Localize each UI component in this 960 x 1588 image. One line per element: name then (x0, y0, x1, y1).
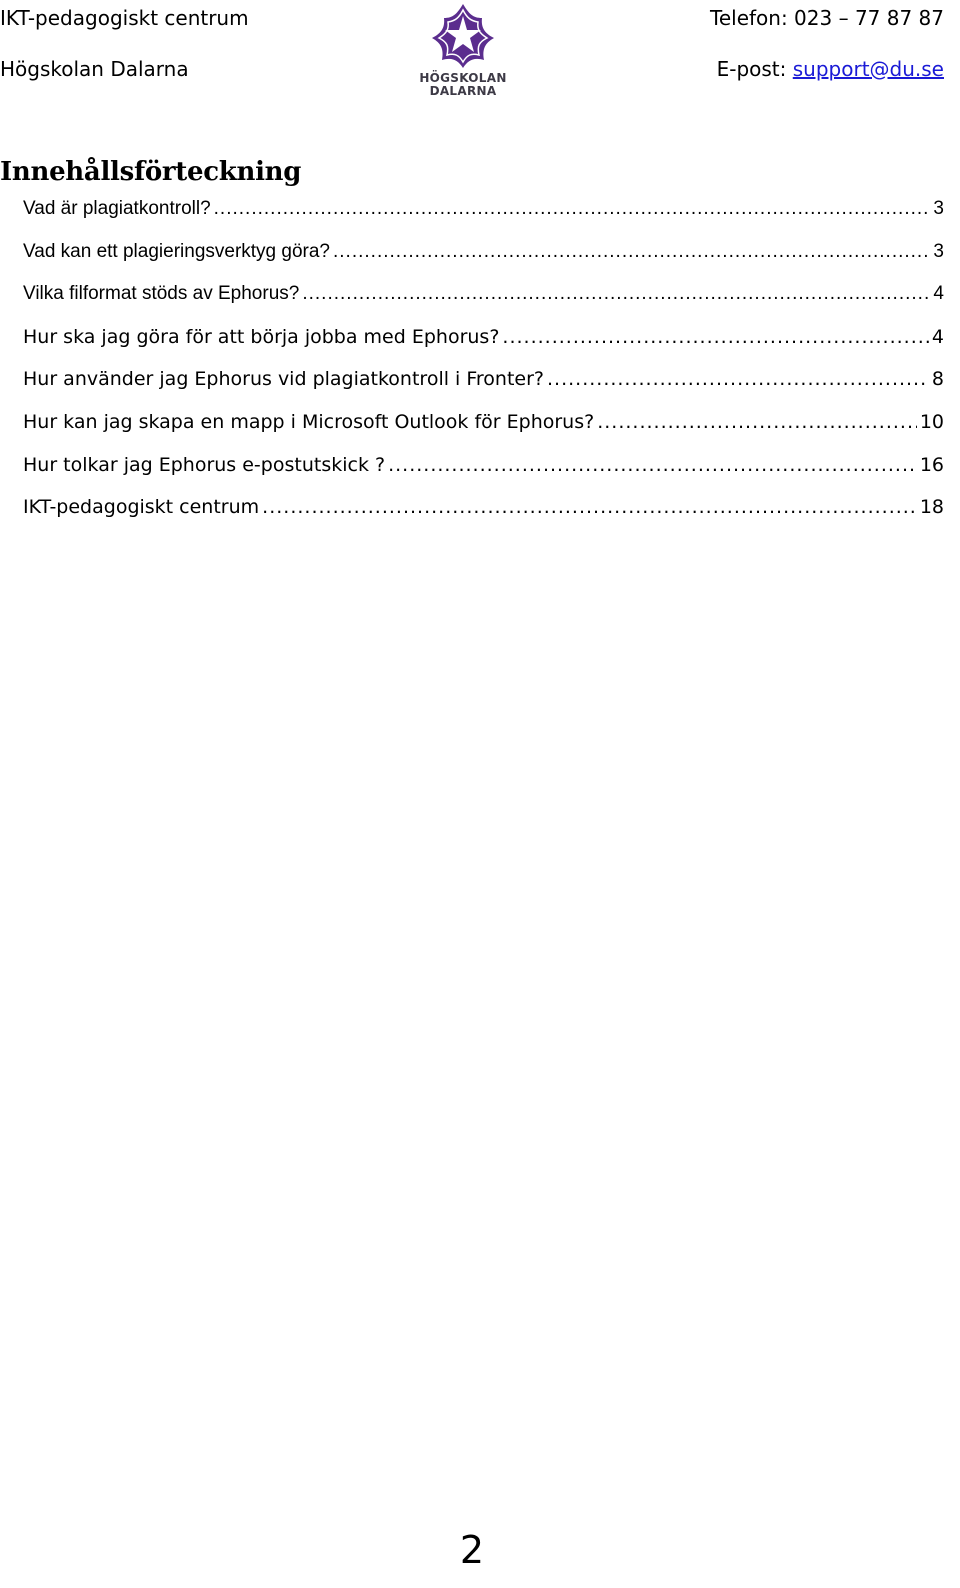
toc-dot-leader (262, 494, 917, 520)
header-university: Högskolan Dalarna (0, 57, 189, 81)
toc-entry-page: 3 (933, 198, 944, 219)
toc-entry[interactable] (23, 452, 944, 495)
toc-entry-page: 16 (919, 453, 944, 476)
toc-entry-page: 18 (919, 496, 944, 519)
toc-entry[interactable] (23, 366, 944, 409)
email-label: E-post: (716, 57, 793, 81)
toc-entry[interactable] (23, 494, 944, 537)
email-link[interactable]: support@du.se (792, 57, 944, 81)
toc-entry-title: Hur kan jag skapa en mapp i Microsoft Outlook för Ephorus? (23, 410, 595, 433)
toc-entry-title: Vilka filformat stöds av Ephorus? (23, 283, 300, 305)
page-header (0, 0, 960, 110)
toc-entry-page: 4 (933, 283, 944, 305)
logo-text-hogskolan: HÖGSKOLAN (419, 71, 507, 85)
toc-dot-leader (214, 196, 931, 222)
header-department: IKT-pedagogiskt centrum (0, 6, 249, 30)
toc-entry-title: Hur använder jag Ephorus vid plagiatkontroll i Fronter? (23, 368, 544, 391)
toc-entry-title: Vad är plagiatkontroll? (23, 198, 211, 219)
toc-dot-leader (597, 409, 917, 435)
toc-dot-leader (302, 281, 930, 307)
header-phone: Telefon: 023 – 77 87 87 (710, 6, 944, 30)
toc-dot-leader (502, 324, 928, 350)
header-email-line (717, 57, 944, 81)
toc-dot-leader (547, 366, 929, 392)
toc-entry-title: Vad kan ett plagieringsverktyg göra? (23, 240, 330, 262)
page-number: 2 (459, 1528, 485, 1572)
university-logo (418, 2, 508, 98)
toc-entry-title: IKT-pedagogiskt centrum (23, 496, 260, 519)
toc-entry[interactable] (23, 196, 944, 239)
toc-entry-page: 8 (931, 368, 944, 391)
toc-entry-page: 3 (933, 240, 944, 262)
toc-entry[interactable] (23, 324, 944, 367)
logo-text-dalarna: DALARNA (429, 84, 497, 98)
toc-dot-leader (388, 452, 917, 478)
star-flower-logo-icon (426, 2, 500, 70)
toc-entry-page: 4 (931, 325, 944, 348)
toc-dot-leader (333, 239, 930, 265)
toc-heading: Innehållsförteckning (0, 157, 302, 187)
toc-entry[interactable] (23, 239, 944, 282)
toc-entry-title: Hur tolkar jag Ephorus e-postutskick ? (23, 453, 386, 476)
toc-entry-page: 10 (919, 410, 944, 433)
toc-entry[interactable] (23, 409, 944, 452)
table-of-contents (23, 196, 944, 537)
toc-entry-title: Hur ska jag göra för att börja jobba med Ephorus? (23, 325, 500, 348)
toc-entry[interactable] (23, 281, 944, 324)
